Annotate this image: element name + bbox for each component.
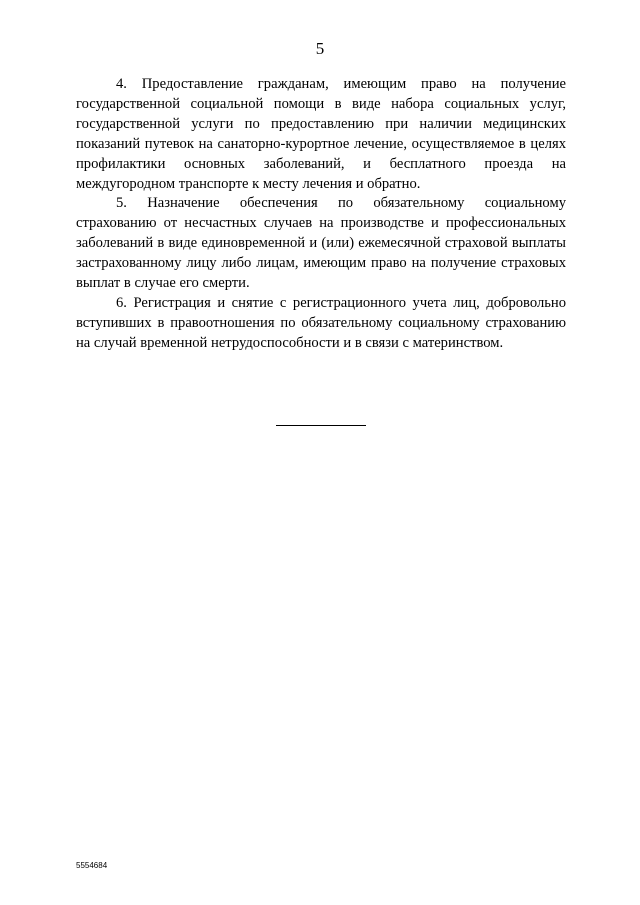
end-separator-line (276, 425, 366, 426)
page-number: 5 (315, 39, 325, 58)
paragraph-item-6: 6. Регистрация и снятие с регистрационного учета лиц, добровольно вступивших в правоотношения по обязательному социальному страхованию на случай временной нетрудоспособности и в связи с материнством. (76, 294, 566, 351)
paragraph-item-4: 4. Предоставление гражданам, имеющим право на получение государственной социальной помощи в виде набора социальных услуг, государственной услуги по предоставлению при наличии медицинских показаний путевок на санаторно-курортное лечение, осуществляемое в целях профилактики основных заболеваний, и бесплатного проезда на междугородном транспорте к месту лечения и обратно. (76, 76, 566, 192)
document-code: 5554684 (76, 861, 108, 870)
document-body (76, 75, 566, 354)
paragraph-item-5: 5. Назначение обеспечения по обязательному социальному страхованию от несчастных случаев на производстве и профессиональных заболеваний в виде единовременной и (или) ежемесячной страховой выплаты застрахованному лицу либо лицам, имеющим право на получение страховых выплат в случае его смерти. (76, 195, 566, 292)
